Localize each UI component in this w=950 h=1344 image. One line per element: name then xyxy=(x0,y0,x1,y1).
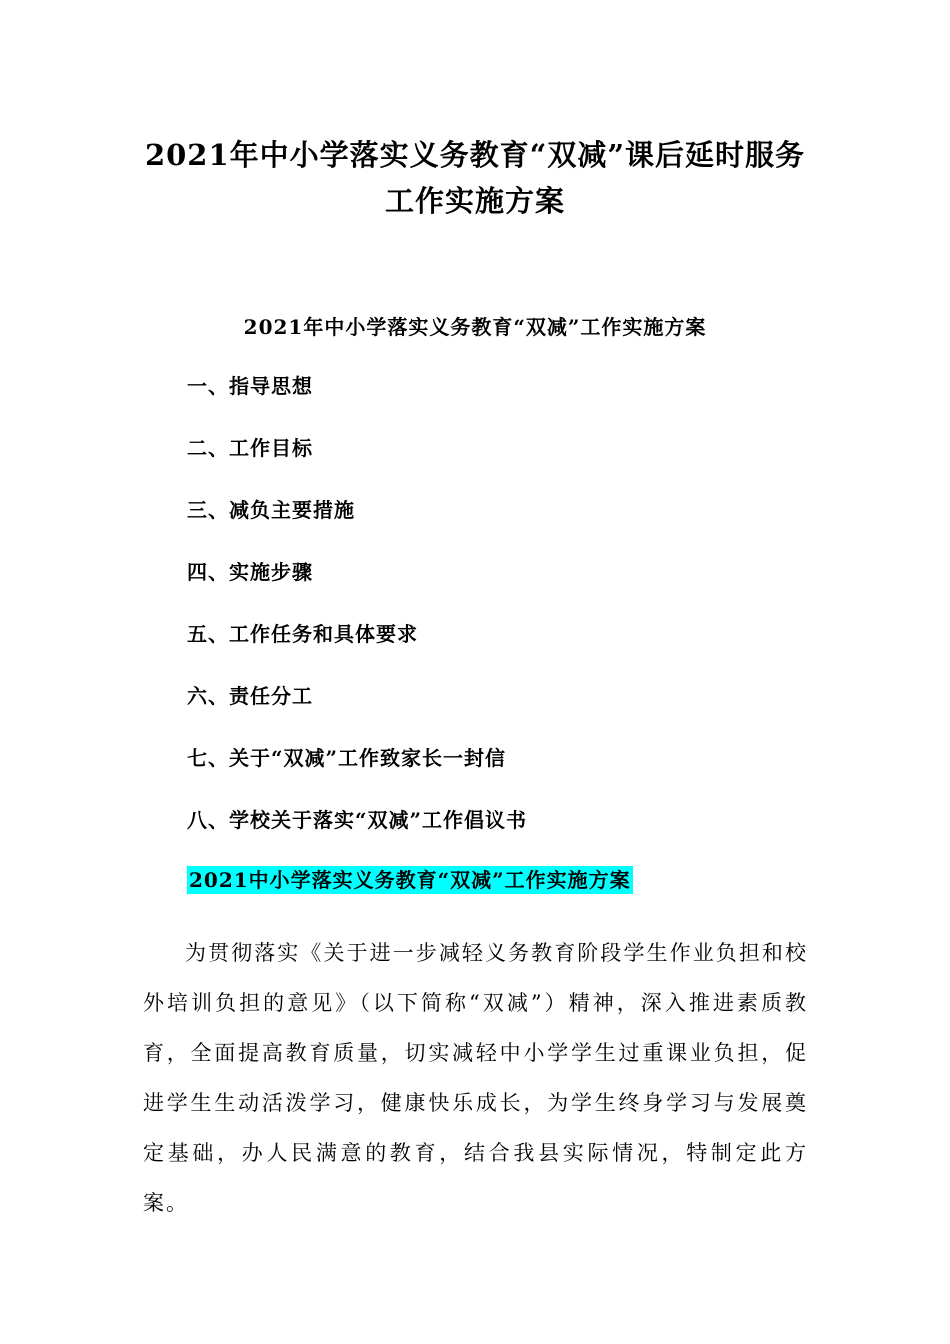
toc-item-2: 二、工作目标 xyxy=(187,436,313,460)
document-title-line-2: 工作实施方案 xyxy=(384,184,565,218)
document-title-line-1: 2021年中小学落实义务教育“双减”课后延时服务 xyxy=(144,138,806,172)
table-of-contents xyxy=(187,372,527,868)
toc-item-7: 七、关于“双减”工作致家长一封信 xyxy=(187,746,507,770)
toc-item-5: 五、工作任务和具体要求 xyxy=(187,622,418,646)
toc-item-1: 一、指导思想 xyxy=(187,374,313,398)
document-subtitle: 2021年中小学落实义务教育“双减”工作实施方案 xyxy=(243,315,707,339)
toc-item-3: 三、减负主要措施 xyxy=(187,498,355,522)
toc-item-8: 八、学校关于落实“双减”工作倡议书 xyxy=(187,808,528,832)
toc-item-4: 四、实施步骤 xyxy=(187,560,313,584)
highlighted-section-heading: 2021中小学落实义务教育“双减”工作实施方案 xyxy=(189,868,631,892)
toc-item-6: 六、责任分工 xyxy=(187,684,313,708)
intro-paragraph: 为贯彻落实《关于进一步减轻义务教育阶段学生作业负担和校外培训负担的意见》（以下简称“双减”）精神，深入推进素质教育，全面提高教育质量，切实减轻中小学学生过重课业负担，促进学生生动活泼学习，健康快乐成长，为学生终身学习与发展奠定基础，办人民满意的教育，结合我县实际情况，特制定此方案。 xyxy=(143,941,808,1215)
